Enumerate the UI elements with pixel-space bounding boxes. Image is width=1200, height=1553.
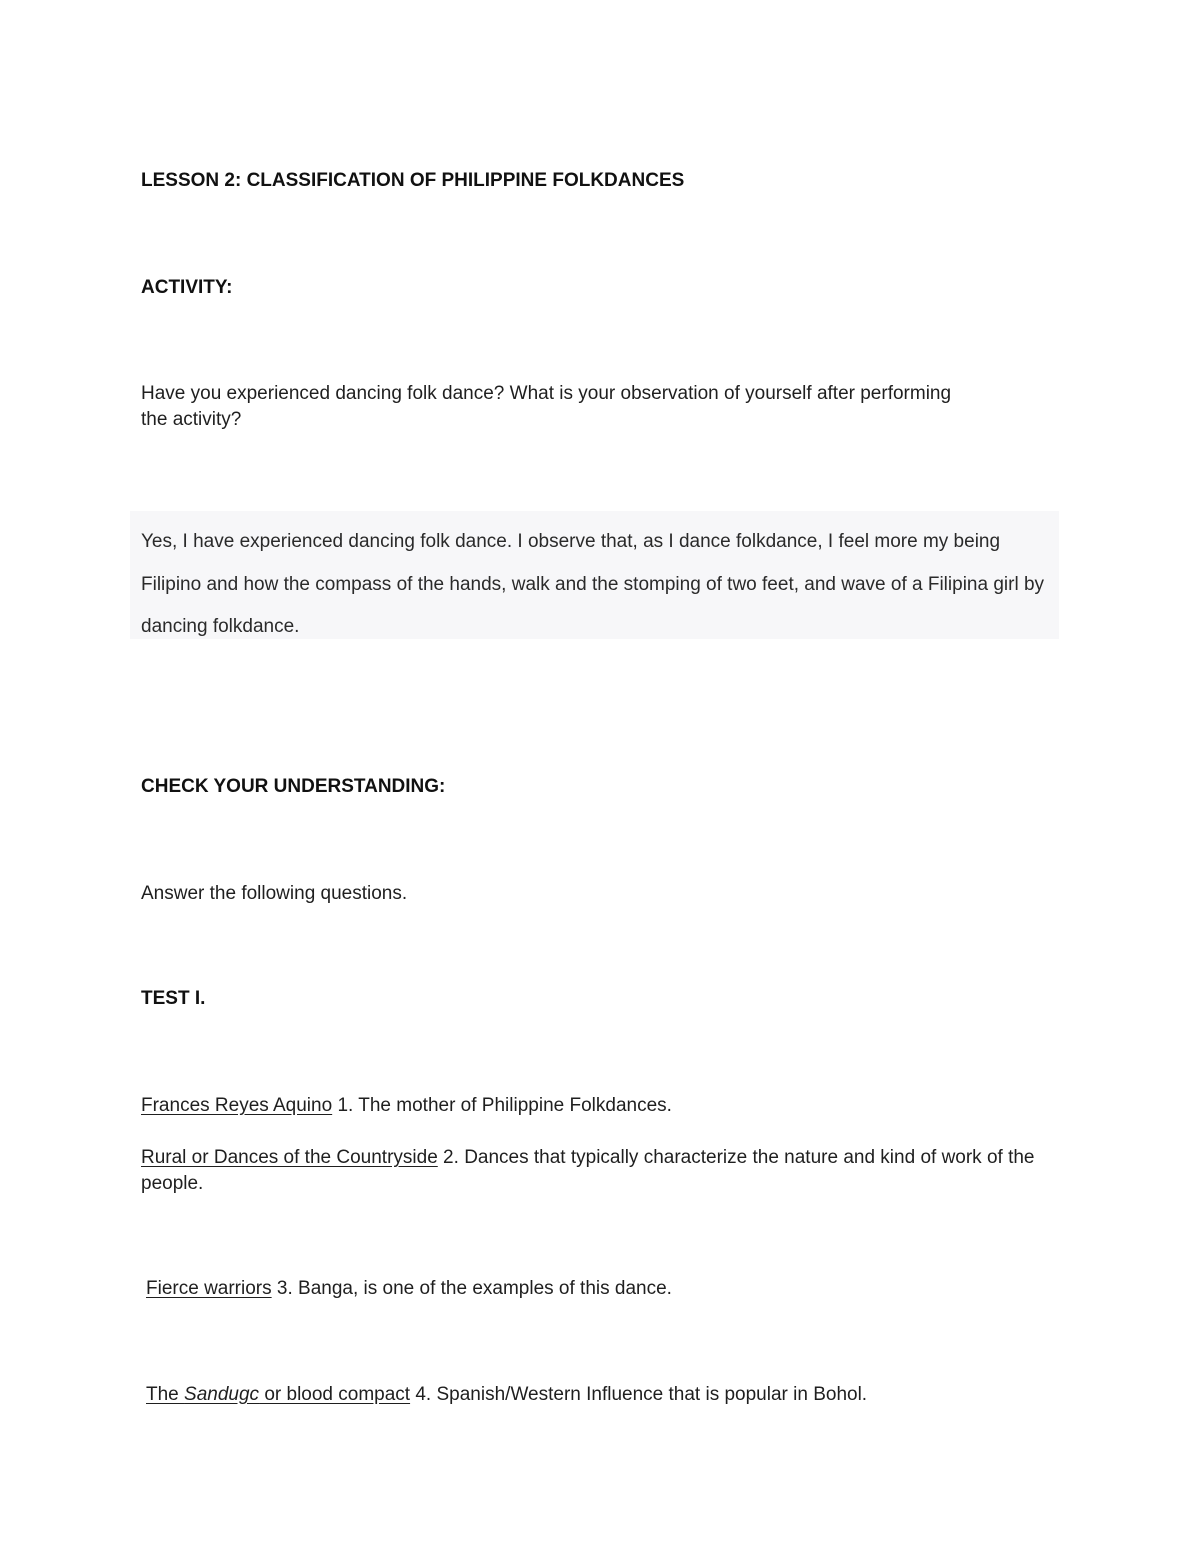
- check-understanding-heading: CHECK YOUR UNDERSTANDING:: [141, 776, 446, 797]
- test-item-3-answer: Fierce warriors: [146, 1278, 272, 1299]
- test-item-1-answer: Frances Reyes Aquino: [141, 1095, 333, 1116]
- test-item-4-answer: [146, 1384, 410, 1405]
- test-item-1: [141, 1093, 1041, 1119]
- activity-answer: Yes, I have experienced dancing folk dance. I observe that, as I dance folkdance, I feel more my being Filipino and how the compass of the hands, walk and the stomping of two feet, and wave of a Filipina girl by dancing folkdance.: [141, 531, 1045, 637]
- instruction-text: Answer the following questions.: [141, 883, 408, 904]
- test-item-4-number: 4.: [415, 1384, 432, 1405]
- test-heading: TEST I.: [141, 988, 206, 1009]
- test-item-4-answer-suffix: or blood compact: [259, 1384, 411, 1405]
- test-item-2: [141, 1145, 1051, 1197]
- activity-question: Have you experienced dancing folk dance? What is your observation of yourself after performing the activity?: [141, 383, 952, 430]
- test-item-2-question: Dances that typically characterize the nature and kind of work of the people.: [141, 1147, 1035, 1194]
- test-item-3-number: 3.: [276, 1278, 293, 1299]
- test-item-2-number: 2.: [443, 1147, 459, 1168]
- activity-heading: ACTIVITY:: [141, 277, 233, 298]
- test-item-1-question: The mother of Philippine Folkdances.: [358, 1095, 672, 1116]
- test-item-4-answer-prefix: The: [146, 1384, 185, 1405]
- test-item-4-answer-italic: Sandugc: [184, 1384, 260, 1405]
- test-item-3-question: Banga, is one of the examples of this dance.: [298, 1278, 672, 1299]
- test-item-4-question: Spanish/Western Influence that is popular in Bohol.: [436, 1384, 868, 1405]
- test-item-3: [146, 1276, 1046, 1302]
- test-item-2-answer: Rural or Dances of the Countryside: [141, 1147, 438, 1168]
- lesson-title: LESSON 2: CLASSIFICATION OF PHILIPPINE FOLKDANCES: [141, 170, 685, 191]
- test-item-1-number: 1.: [337, 1095, 354, 1116]
- test-item-4: [146, 1382, 1046, 1408]
